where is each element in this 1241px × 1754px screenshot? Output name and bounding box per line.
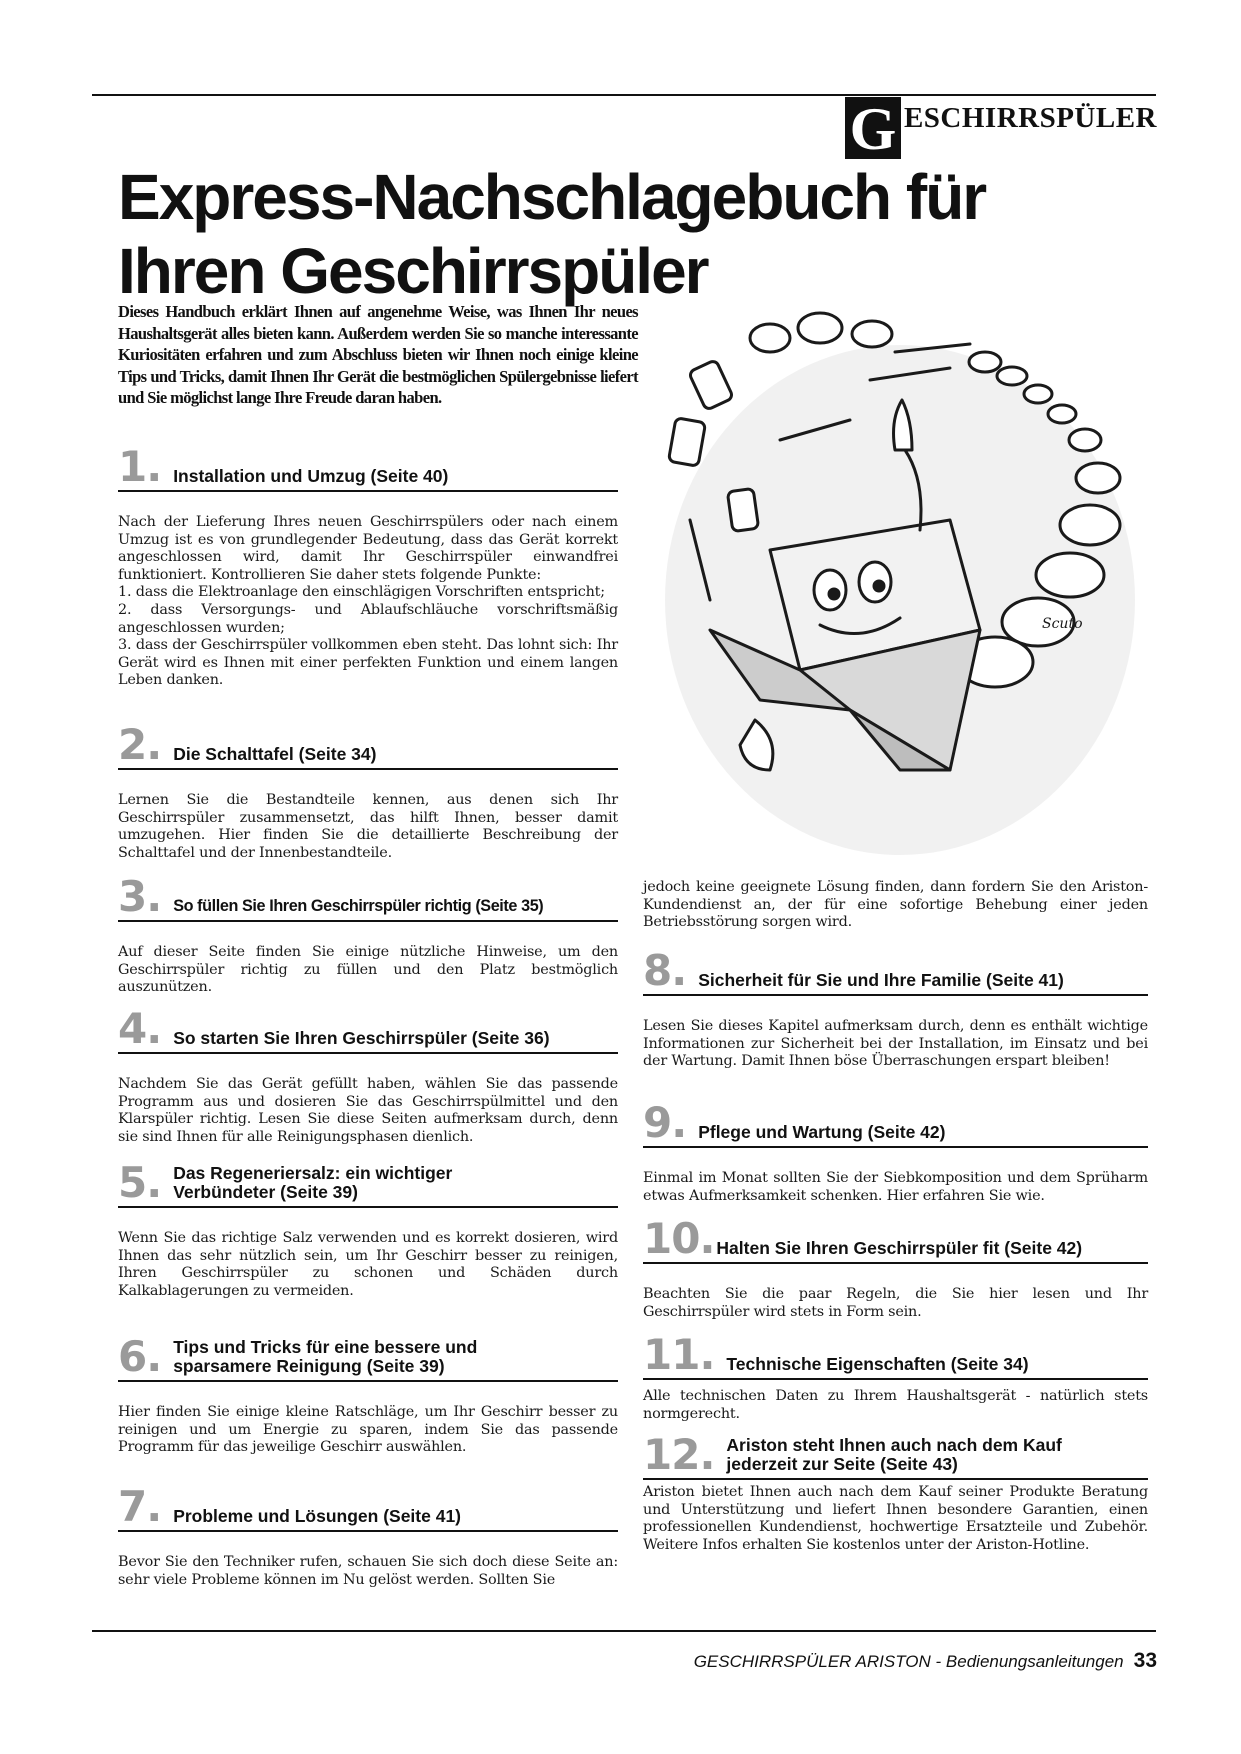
section-title[interactable]: Pflege und Wartung (Seite 42): [698, 1122, 946, 1142]
section-title[interactable]: Halten Sie Ihren Geschirrspüler fit (Seite 42): [716, 1238, 1083, 1258]
section-heading: [118, 442, 618, 492]
checklist-item: 1. dass die Elektroanlage den einschlägigen Vorschriften entspricht;: [118, 584, 605, 601]
section-body: Wenn Sie das richtige Salz verwenden und es korrekt dosieren, wird Ihnen das sehr nützlich sein, um Ihr Geschirr besser zu reinigen, Ihren Geschirrspüler zu schonen und Schäden durch Kalkablagerungen zu vermeiden.: [118, 1230, 618, 1299]
section-5: [118, 1158, 618, 1300]
section-number: 12.: [643, 1430, 715, 1479]
section-number: 4.: [118, 1004, 162, 1053]
section-number: 9.: [643, 1098, 687, 1147]
section-body: Alle technischen Daten zu Ihrem Haushaltsgerät - natürlich stets normgerecht.: [643, 1388, 1148, 1422]
section-number: 6.: [118, 1332, 162, 1381]
section-title[interactable]: So starten Sie Ihren Geschirrspüler (Seite 36): [173, 1028, 550, 1048]
section-tag: [845, 96, 1157, 162]
section-heading: [643, 1330, 1148, 1380]
illustration-signature: Scuto: [1042, 616, 1083, 632]
top-rule: [92, 94, 1156, 96]
section-number: 7.: [118, 1482, 162, 1531]
section-number: 1.: [118, 442, 162, 491]
section-2: [118, 720, 618, 862]
section-initial-letter: G: [845, 97, 901, 159]
section-title[interactable]: Das Regeneriersalz: ein wichtiger Verbündeter (Seite 39): [173, 1163, 453, 1202]
section-1: [118, 442, 618, 690]
section-body: Lesen Sie dieses Kapitel aufmerksam durch, denn es enthält wichtige Informationen zur Sicherheit bei der Installation, im Einsatz und bei der Wartung. Damit Ihnen böse Überraschungen erspart bleiben!: [643, 1018, 1148, 1070]
section-8: [643, 946, 1148, 1071]
section-body: Beachten Sie die paar Regeln, die Sie hier lesen und Ihr Geschirrspüler wird stets in Form sein.: [643, 1286, 1148, 1320]
section-word: ESCHIRRSPÜLER: [903, 102, 1157, 134]
bottom-rule: [92, 1630, 1156, 1632]
section-heading: [118, 1158, 618, 1208]
checklist-item: 3. dass der Geschirrspüler vollkommen eben steht. Das lohnt sich: Ihr Gerät wird es Ihnen mit einer perfekten Funktion und einem langen Leben danken.: [118, 637, 618, 689]
section-3: [118, 872, 618, 997]
section-4: [118, 1004, 618, 1146]
section-heading: [643, 1214, 1148, 1264]
dishwasher-cartoon-illustration: [650, 300, 1150, 870]
section-title[interactable]: Sicherheit für Sie und Ihre Familie (Seite 41): [698, 970, 1064, 990]
section-title[interactable]: Ariston steht Ihnen auch nach dem Kauf jederzeit zur Seite (Seite 43): [726, 1435, 1062, 1474]
section-body: Einmal im Monat sollten Sie der Siebkomposition und dem Sprüharm etwas Aufmerksamkeit schenken. Hier erfahren Sie wie.: [643, 1170, 1148, 1204]
section-7: [118, 1482, 618, 1589]
section-title[interactable]: So füllen Sie Ihren Geschirrspüler richtig (Seite 35): [173, 897, 544, 915]
section-number: 3.: [118, 872, 162, 921]
section-heading: [118, 1004, 618, 1054]
page-number: 33: [1133, 1649, 1157, 1672]
section-heading: [118, 1332, 618, 1382]
section-10: [643, 1214, 1148, 1321]
page-footer: [694, 1649, 1157, 1673]
section-number: 10.: [643, 1214, 715, 1263]
section-9: [643, 1098, 1148, 1205]
section-7-continuation: jedoch keine geeignete Lösung finden, dann fordern Sie den Ariston-Kundendienst an, der für eine sofortige Behebung einer jeden Betriebsstörung sorgen wird.: [643, 879, 1148, 931]
section-heading: [643, 1098, 1148, 1148]
section-heading: [643, 1430, 1148, 1480]
section-12: [643, 1430, 1148, 1554]
section-body: Nachdem Sie das Gerät gefüllt haben, wählen Sie das passende Programm aus und dosieren Sie das Geschirrspülmittel und den Klarspüler richtig. Lesen Sie diese Seiten aufmerksam durch, denn sie sind Ihnen für alle Reinigungsphasen dienlich.: [118, 1076, 618, 1145]
page-title: Express-Nachschlagebuch für Ihren Geschirrspüler: [118, 161, 986, 307]
section-title[interactable]: Die Schalttafel (Seite 34): [173, 744, 377, 764]
section-title[interactable]: Installation und Umzug (Seite 40): [173, 466, 449, 486]
section-heading: [118, 872, 618, 922]
section-heading: [118, 720, 618, 770]
section-number: 2.: [118, 720, 162, 769]
section-number: 11.: [643, 1330, 715, 1379]
section-heading: [643, 946, 1148, 996]
section-heading: [118, 1482, 618, 1532]
section-title[interactable]: Tips und Tricks für eine bessere und sparsamere Reinigung (Seite 39): [173, 1337, 478, 1376]
section-number: 8.: [643, 946, 687, 995]
section-body: Lernen Sie die Bestandteile kennen, aus denen sich Ihr Geschirrspüler zusammensetzt, das hilft Ihnen, besser damit umzugehen. Hier finden Sie die detaillierte Beschreibung der Schalttafel und der Innenbestandteile.: [118, 792, 618, 861]
section-body: Hier finden Sie einige kleine Ratschläge, um Ihr Geschirr besser zu reinigen und um Energie zu sparen, indem Sie das passende Programm für das jeweilige Geschirr auswählen.: [118, 1404, 618, 1456]
section-11: [643, 1330, 1148, 1423]
section-number: 5.: [118, 1158, 162, 1207]
footer-text: GESCHIRRSPÜLER ARISTON - Bedienungsanleitungen: [693, 1652, 1124, 1671]
checklist-item: 2. dass Versorgungs- und Ablaufschläuche vorschriftsmäßig angeschlossen wurden;: [118, 601, 618, 636]
section-body: Bevor Sie den Techniker rufen, schauen Sie sich doch diese Seite an: sehr viele Probleme können im Nu gelöst werden. Sollten Sie: [118, 1554, 618, 1588]
section-title[interactable]: Technische Eigenschaften (Seite 34): [726, 1354, 1029, 1374]
section-6: [118, 1332, 618, 1457]
intro-paragraph: Dieses Handbuch erklärt Ihnen auf angenehme Weise, was Ihnen Ihr neues Haushaltsgerät alles bieten kann. Außerdem werden Sie so manche interessante Kuriositäten erfahren und zum Abschluss bieten wir Ihnen noch einige kleine Tips und Tricks, damit Ihnen Ihr Gerät die bestmöglichen Spülergebnisse liefert und Sie möglichst lange Ihre Freude daran haben.: [118, 302, 638, 407]
section-body: Auf dieser Seite finden Sie einige nützliche Hinweise, um den Geschirrspüler richtig zu füllen und den Platz bestmöglich auszunützen.: [118, 944, 618, 996]
section-title[interactable]: Probleme und Lösungen (Seite 41): [173, 1506, 462, 1526]
section-body: Nach der Lieferung Ihres neuen Geschirrspülers oder nach einem Umzug ist es von grundlegender Bedeutung, dass das Gerät korrekt angeschlossen wird, damit Ihr Geschirrspüler einwandfrei funktioniert. Kontrollieren Sie daher stets folgende Punkte: 1. dass die Elektroanlage den einschlägigen Vorschriften entspricht; 2. dass Versorgungs- und Ablaufschläuche vorschriftsmäßig angeschlossen wurden; 3. dass der Geschirrspüler vollkommen eben steht. Das lohnt sich: Ihr Gerät wird es Ihnen mit einer perfekten Funktion und einem langen Leben danken.: [118, 514, 618, 689]
section-body: Ariston bietet Ihnen auch nach dem Kauf seiner Produkte Beratung und Unterstützung und liefert Ihnen besondere Garantien, einen professionellen Kundendienst, hochwertige Ersatzteile und Zubehör. Weitere Infos erhalten Sie kostenlos unter der Ariston-Hotline.: [643, 1484, 1148, 1553]
